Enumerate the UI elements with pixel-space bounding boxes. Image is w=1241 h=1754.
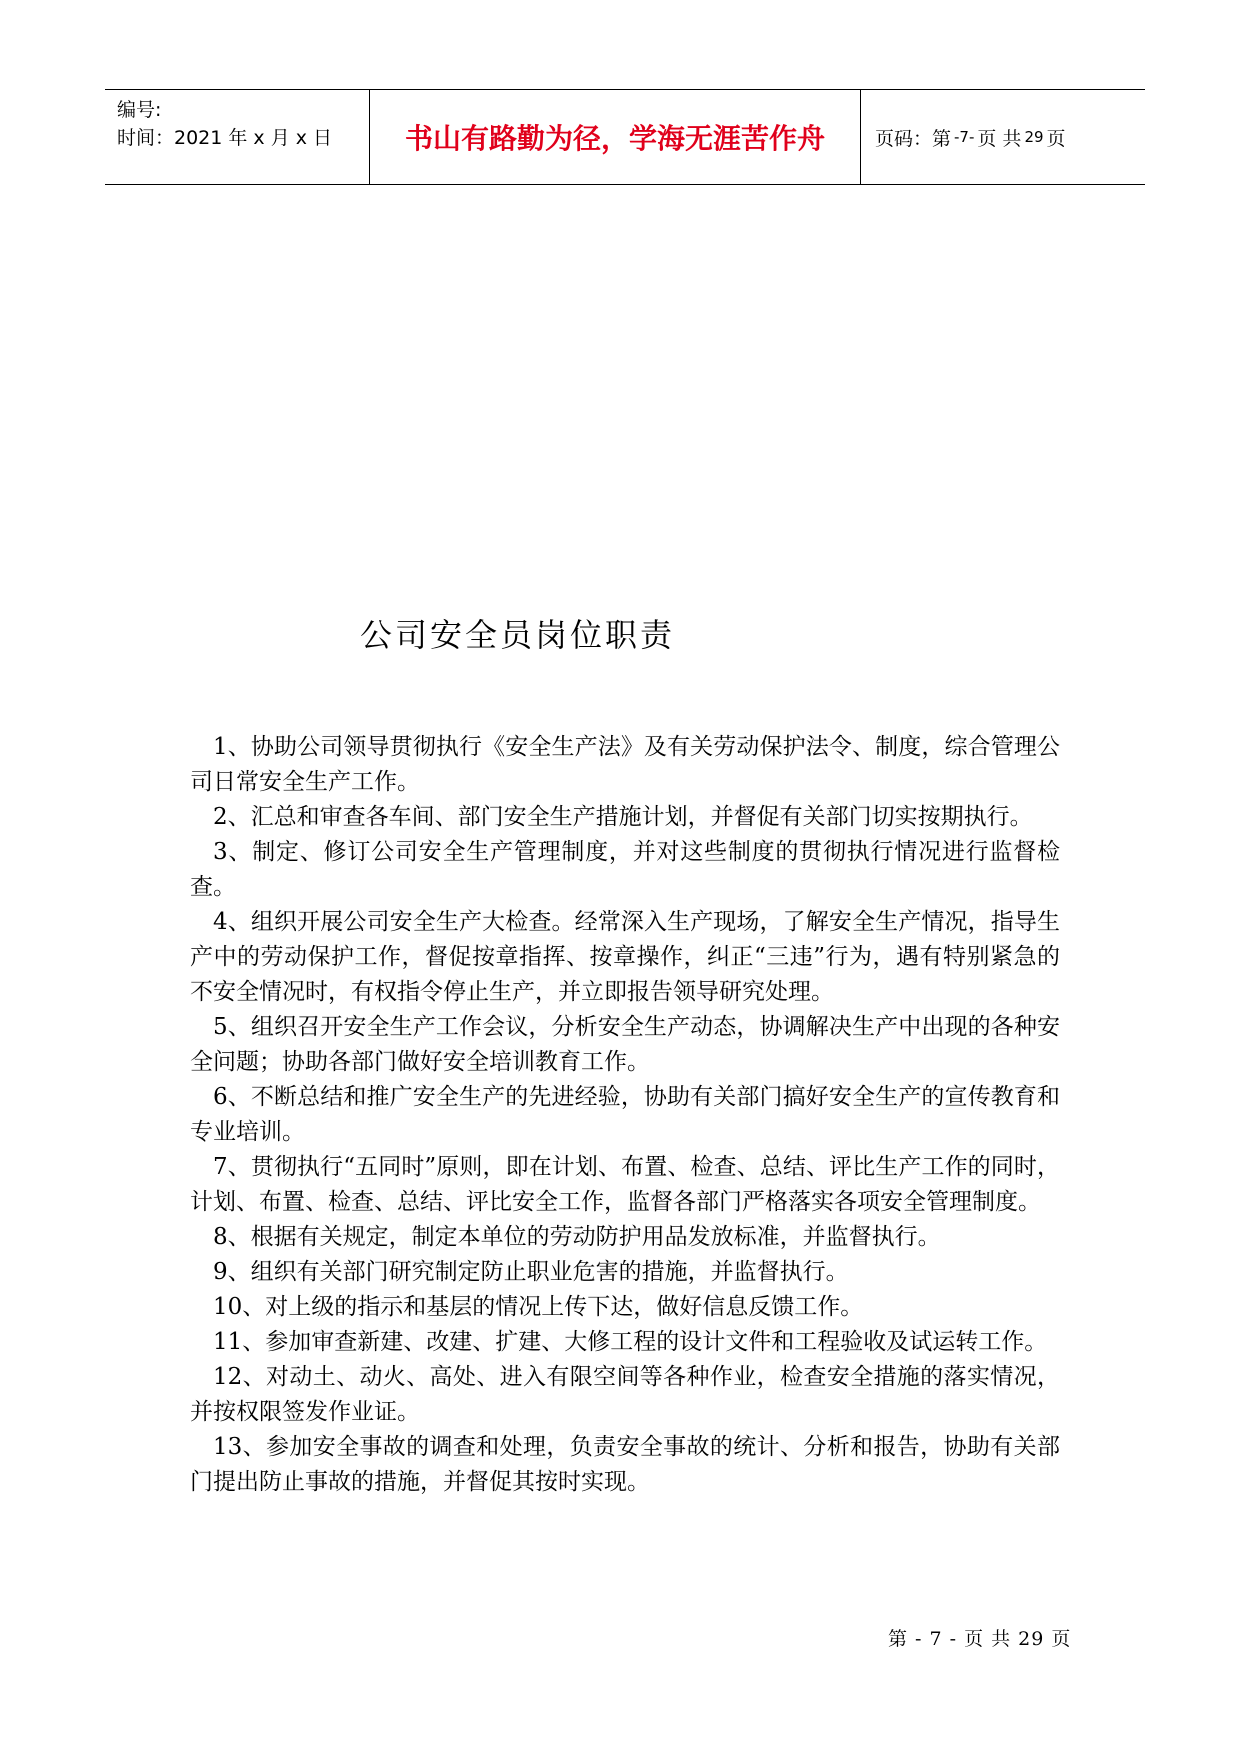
time-label: 时间：2021 年 x 月 x 日 [117, 127, 333, 149]
page-current: -7- [954, 128, 975, 146]
duty-item: 5、组织召开安全生产工作会议，分析安全生产动态，协调解决生产中出现的各种安全问题；协助各部门做好安全培训教育工作。 [190, 1014, 1060, 1075]
header-meta [117, 96, 367, 152]
duty-item: 9、组织有关部门研究制定防止职业危害的措施，并监督执行。 [213, 1259, 849, 1285]
duty-item: 8、根据有关规定，制定本单位的劳动防护用品发放标准，并监督执行。 [213, 1224, 941, 1250]
header-motto: 书山有路勤为径，学海无涯苦作舟 [404, 122, 825, 155]
document-body [190, 730, 1060, 1500]
duty-item: 6、不断总结和推广安全生产的先进经验，协助有关部门搞好安全生产的宣传教育和专业培训。 [190, 1084, 1060, 1145]
document-title: 公司安全员岗位职责 [360, 616, 676, 654]
page-total: 29 [1024, 128, 1044, 146]
duty-item: 11、参加审查新建、改建、扩建、大修工程的设计文件和工程验收及试运转工作。 [213, 1329, 1048, 1355]
duty-item: 4、组织开展公司安全生产大检查。经常深入生产现场，了解安全生产情况，指导生产中的劳动保护工作，督促按章指挥、按章操作，纠正“三违”行为，遇有特别紧急的不安全情况时，有权指令停止生产，并立即报告领导研究处理。 [190, 909, 1060, 1005]
page-prefix: 页码：第 [875, 127, 952, 150]
duty-item: 2、汇总和审查各车间、部门安全生产措施计划，并督促有关部门切实按期执行。 [213, 804, 1033, 830]
duty-item: 12、对动土、动火、高处、进入有限空间等各种作业，检查安全措施的落实情况，并按权限签发作业证。 [190, 1364, 1060, 1425]
duty-item: 3、制定、修订公司安全生产管理制度，并对这些制度的贯彻执行情况进行监督检查。 [190, 839, 1060, 900]
page-footer: 第 - 7 - 页 共 29 页 [888, 1628, 1072, 1650]
page-suffix: 页 共 [977, 127, 1022, 150]
page-end: 页 [1046, 127, 1066, 150]
duty-item: 13、参加安全事故的调查和处理，负责安全事故的统计、分析和报告，协助有关部门提出防止事故的措施，并督促其按时实现。 [190, 1434, 1060, 1495]
page-header [105, 89, 1145, 185]
number-label: 编号: [117, 99, 162, 121]
duty-item: 7、贯彻执行“五同时”原则，即在计划、布置、检查、总结、评比生产工作的同时，计划、布置、检查、总结、评比安全工作，监督各部门严格落实各项安全管理制度。 [190, 1154, 1060, 1215]
duty-item: 1、协助公司领导贯彻执行《安全生产法》及有关劳动保护法令、制度，综合管理公司日常安全生产工作。 [190, 734, 1060, 795]
header-page-info [875, 90, 1066, 184]
header-divider-left [369, 90, 370, 184]
header-divider-right [860, 90, 861, 184]
duty-item: 10、对上级的指示和基层的情况上传下达，做好信息反馈工作。 [213, 1294, 864, 1320]
